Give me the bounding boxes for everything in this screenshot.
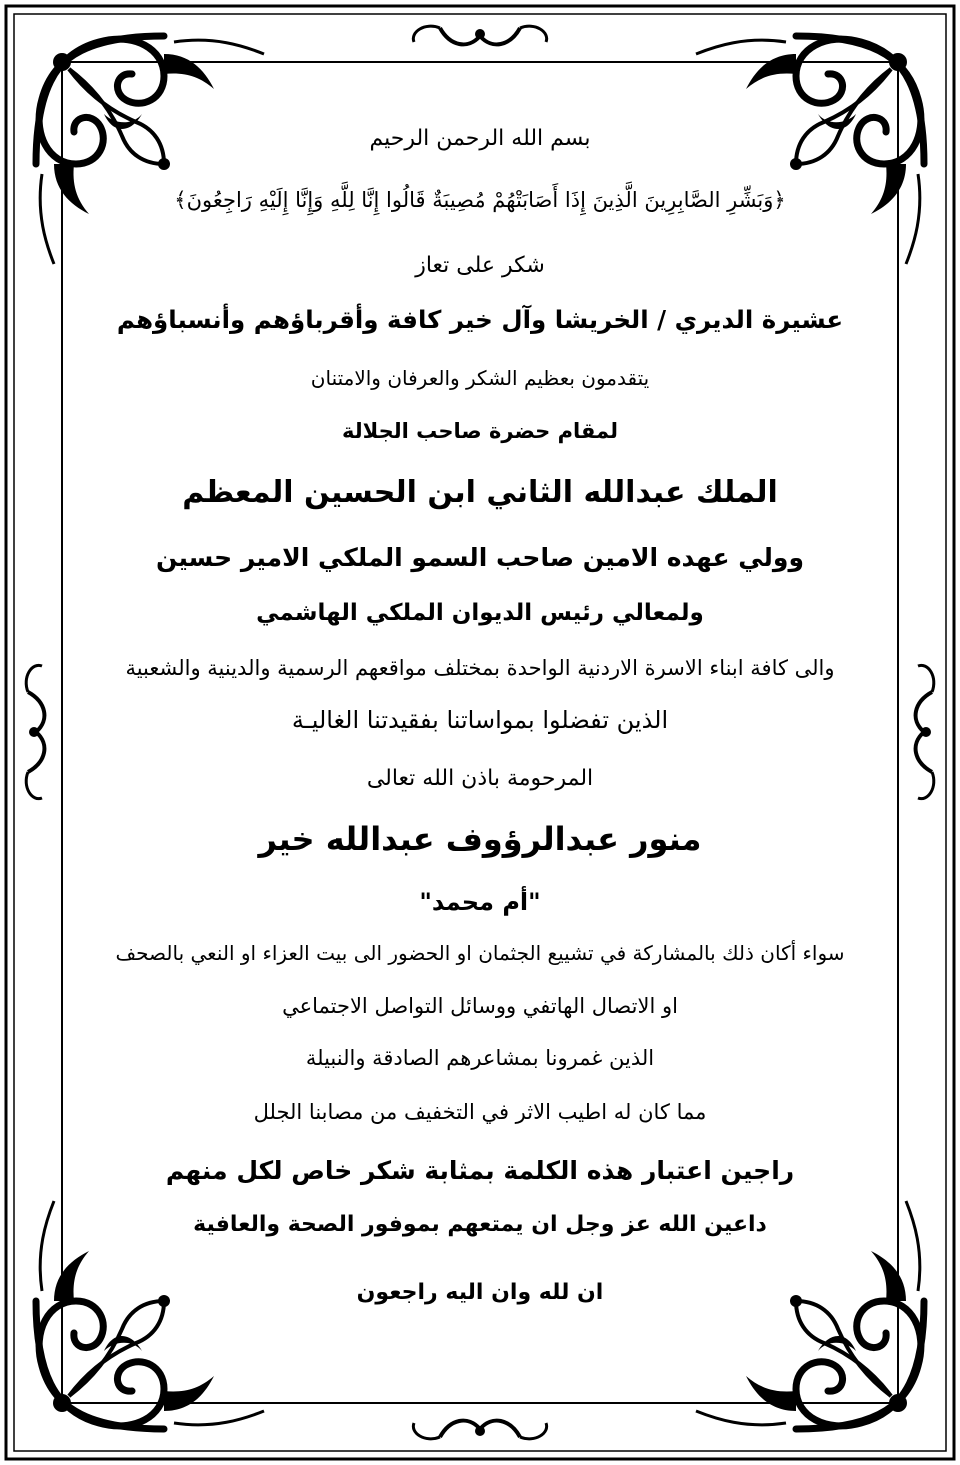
basmala: بسم الله الرحمن الرحيم [369, 126, 591, 151]
participation-line: سواء أكان ذلك بالمشاركة في تشييع الجثمان او الحضور الى بيت العزاء او النعي بالصحف [115, 941, 845, 965]
crown-prince-line: وولي عهده الامين صاحب السمو الملكي الامير حسين [155, 543, 805, 572]
deceased-intro: المرحومة باذن الله تعالى [366, 766, 594, 791]
contact-line: او الاتصال الهاتفي ووسائل التواصل الاجتماعي [282, 994, 678, 1018]
condolence-thanks-notice [110, 0, 850, 1465]
royal-court-line: ولمعالي رئيس الديوان الملكي الهاشمي [256, 600, 704, 626]
feelings-line: الذين غمرونا بمشاعرهم الصادقة والنبيلة [305, 1046, 655, 1070]
quran-verse: ﴿وَبَشِّرِ الصَّابِرِينَ الَّذِينَ إِذَا أَصَابَتْهُمْ مُصِيبَةٌ قَالُوا إِنَّا لِلَّهِ وَإِنَّا إِلَيْهِ رَاجِعُونَ﴾ [174, 188, 786, 212]
sympathy-line: الذين تفضلوا بمواساتنا بفقيدتنا الغاليـة [291, 706, 669, 734]
notice-heading: شكر على تعاز [415, 253, 545, 278]
offer-line: يتقدمون بعظيم الشكر والعرفان والامتنان [310, 366, 650, 390]
families-line: عشيرة الديري / الخريشا وآل خير كافة وأقرباؤهم وأنسباؤهم [116, 305, 844, 334]
deceased-kunya: "أم محمد" [419, 888, 541, 916]
impact-line: مما كان له اطيب الاثر في التخفيف من مصابنا الجلل [253, 1100, 707, 1124]
closing-line: ان لله وان اليه راجعون [356, 1280, 604, 1305]
special-thanks-line: راجين اعتبار هذه الكلمة بمثابة شكر خاص لكل منهم [165, 1156, 795, 1185]
king-line: الملك عبدالله الثاني ابن الحسين المعظم [182, 475, 778, 510]
deceased-name: منور عبدالرؤوف عبدالله خير [258, 820, 702, 858]
prayer-line: داعين الله عز وجل ان يمتعهم بموفور الصحة والعافية [193, 1212, 767, 1237]
majesty-line: لمقام حضرة صاحب الجلالة [342, 419, 618, 443]
family-members-line: والى كافة ابناء الاسرة الاردنية الواحدة بمختلف مواقعهم الرسمية والدينية والشعبية [125, 656, 835, 680]
